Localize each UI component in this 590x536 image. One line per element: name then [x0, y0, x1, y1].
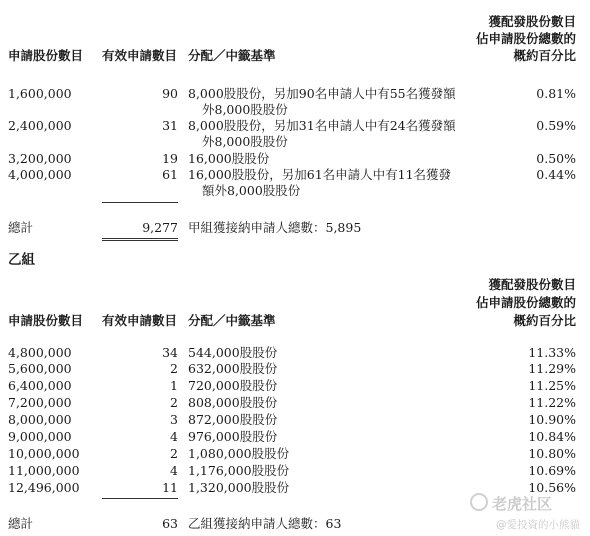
a-row-4-basis-cont: 額外8,000股股份: [202, 183, 301, 198]
a-col-basis-header: 分配／中籤基準: [188, 48, 276, 63]
a-total-double-rule: [102, 238, 178, 241]
a-row-2-basis: 8,000股股份，另加31名申請人中有24名獲發額: [188, 118, 456, 133]
b-row-7-valid: 2: [170, 446, 178, 461]
a-col-shares-header: 申請股份數目: [8, 48, 84, 63]
watermark-brand: 老虎社区: [492, 495, 553, 513]
b-row-6-shares: 9,000,000: [8, 429, 72, 444]
a-row-2-basis-cont: 外8,000股股份: [202, 134, 288, 149]
b-header-pct-1: 獲配發股份數目: [488, 277, 576, 292]
b-row-5-basis: 872,000股股份: [188, 412, 278, 427]
a-header-pct-3: 概約百分比: [513, 48, 576, 63]
b-row-9-shares: 12,496,000: [8, 480, 80, 495]
b-row-3-pct: 11.25%: [528, 378, 576, 393]
b-row-2-shares: 5,600,000: [8, 361, 72, 376]
a-col-valid-header: 有效申請數目: [102, 48, 178, 63]
a-total-value: 9,277: [142, 220, 178, 235]
b-col-valid-header: 有效申請數目: [102, 313, 178, 328]
b-section-title: 乙組: [8, 252, 35, 268]
a-row-4-pct: 0.44%: [536, 167, 576, 182]
b-col-shares-header: 申請股份數目: [8, 313, 84, 328]
b-col-basis-header: 分配／中籤基準: [188, 313, 276, 328]
b-row-7-pct: 10.80%: [528, 446, 576, 461]
a-total-basis: 甲組獲接納申請人總數：5,895: [188, 220, 362, 235]
b-total-basis: 乙組獲接納申請人總數：63: [188, 516, 342, 531]
a-row-1-basis-cont: 外8,000股股份: [202, 102, 288, 117]
b-total-value: 63: [162, 516, 178, 531]
a-total-rule: [102, 202, 178, 203]
a-row-2-valid: 31: [162, 118, 178, 133]
a-row-3-valid: 19: [162, 151, 178, 166]
b-row-9-basis: 1,320,000股股份: [188, 480, 290, 495]
a-row-1-shares: 1,600,000: [8, 86, 72, 101]
b-row-9-pct: 10.56%: [528, 480, 576, 495]
a-row-3-basis: 16,000股股份: [188, 151, 270, 166]
a-row-1-pct: 0.81%: [536, 86, 576, 101]
b-row-1-shares: 4,800,000: [8, 345, 72, 360]
a-row-2-pct: 0.59%: [536, 118, 576, 133]
a-row-4-basis: 16,000股股份，另加61名申請人中有11名獲發: [188, 167, 452, 182]
b-row-8-valid: 4: [170, 463, 178, 478]
b-row-5-shares: 8,000,000: [8, 412, 72, 427]
b-row-3-shares: 6,400,000: [8, 378, 72, 393]
a-total-label: 總計: [8, 220, 34, 235]
a-row-2-shares: 2,400,000: [8, 118, 72, 133]
b-row-7-shares: 10,000,000: [8, 446, 80, 461]
b-row-9-valid: 11: [162, 480, 178, 495]
a-header-pct-1: 獲配發股份數目: [488, 14, 576, 29]
a-row-3-pct: 0.50%: [536, 151, 576, 166]
b-row-7-basis: 1,080,000股股份: [188, 446, 290, 461]
b-header-pct-2: 佔申請股份總數的: [475, 295, 576, 310]
b-row-4-basis: 808,000股股份: [188, 395, 278, 410]
tiger-logo-icon: [470, 493, 488, 511]
b-row-4-valid: 2: [170, 395, 178, 410]
a-row-3-shares: 3,200,000: [8, 151, 72, 166]
b-row-4-pct: 11.22%: [528, 395, 576, 410]
b-row-8-shares: 11,000,000: [8, 463, 80, 478]
b-row-5-valid: 3: [170, 412, 178, 427]
b-row-8-pct: 10.69%: [528, 463, 576, 478]
b-row-3-basis: 720,000股股份: [188, 378, 278, 393]
watermark-handle: @愛投資的小熊貓: [496, 519, 580, 531]
b-row-4-shares: 7,200,000: [8, 395, 72, 410]
b-row-5-pct: 10.90%: [528, 412, 576, 427]
b-row-3-valid: 1: [170, 378, 178, 393]
b-row-6-valid: 4: [170, 429, 178, 444]
b-total-rule: [102, 498, 178, 499]
b-row-2-pct: 11.29%: [528, 361, 576, 376]
b-row-2-valid: 2: [170, 361, 178, 376]
b-row-2-basis: 632,000股股份: [188, 361, 278, 376]
b-row-8-basis: 1,176,000股股份: [188, 463, 290, 478]
b-row-1-pct: 11.33%: [528, 345, 576, 360]
a-header-pct-2: 佔申請股份總數的: [475, 31, 576, 46]
b-row-1-valid: 34: [162, 345, 178, 360]
a-row-4-valid: 61: [162, 167, 178, 182]
b-row-1-basis: 544,000股股份: [188, 345, 278, 360]
a-row-1-valid: 90: [162, 86, 178, 101]
a-row-4-shares: 4,000,000: [8, 167, 72, 182]
a-row-1-basis: 8,000股股份，另加90名申請人中有55名獲發額: [188, 86, 456, 101]
b-row-6-basis: 976,000股股份: [188, 429, 278, 444]
b-total-label: 總計: [8, 516, 34, 531]
b-header-pct-3: 概約百分比: [513, 313, 576, 328]
b-row-6-pct: 10.84%: [528, 429, 576, 444]
